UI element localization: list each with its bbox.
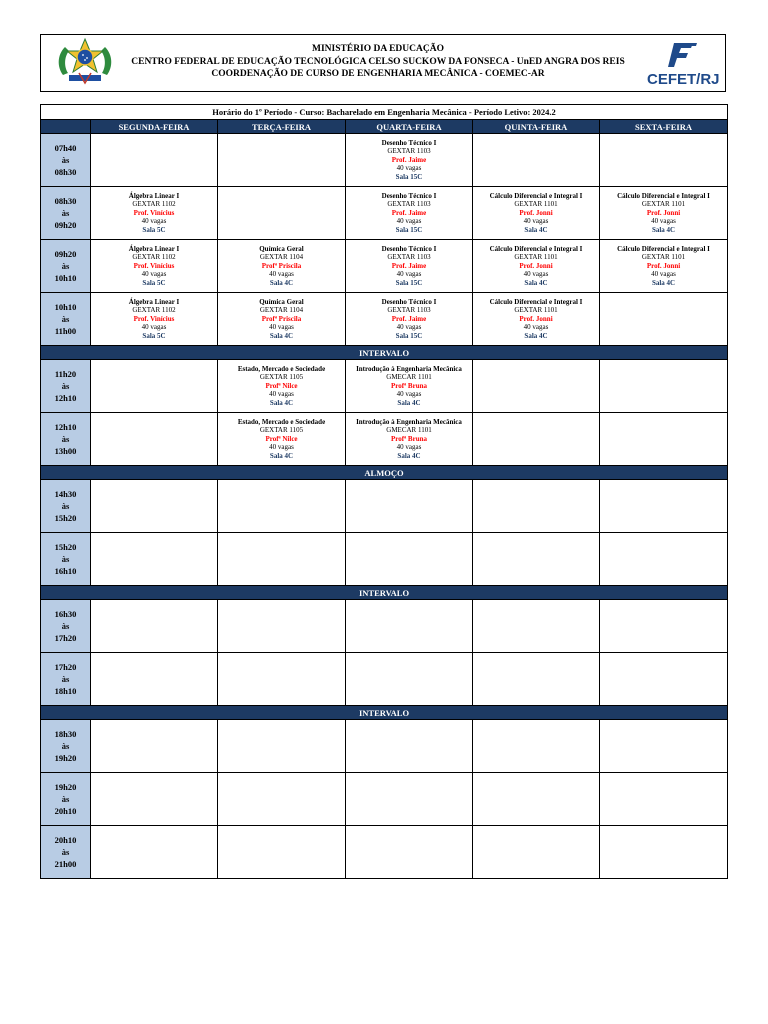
professor-name: Prof. Jonni <box>519 314 553 323</box>
time-text: às <box>61 794 70 804</box>
time-cell <box>41 413 91 466</box>
room-label: Sala 4C <box>651 225 676 234</box>
room-label: Sala 5C <box>142 278 166 287</box>
empty-cell <box>473 653 600 706</box>
time-text: às <box>61 208 70 218</box>
course-name: Desenho Técnico I <box>381 191 437 200</box>
class-info <box>473 245 599 288</box>
empty-cell <box>600 134 728 187</box>
seats-count: 40 vagas <box>396 217 422 226</box>
seats-count: 40 vagas <box>651 270 676 279</box>
empty-cell <box>218 600 346 653</box>
class-info <box>473 298 599 341</box>
time-text: 14h30 <box>54 489 77 499</box>
time-cell <box>41 773 91 826</box>
time-slot-row <box>41 293 728 346</box>
course-name: Introdução à Engenharia Mecânica <box>356 417 462 426</box>
time-text: 08h30 <box>54 167 77 177</box>
seats-count: 40 vagas <box>523 217 549 226</box>
empty-cell <box>218 480 346 533</box>
empty-cell <box>346 773 473 826</box>
day-header: QUINTA-FEIRA <box>473 120 600 134</box>
course-code: GEXTAR 1101 <box>641 253 686 262</box>
time-slot-row <box>41 773 728 826</box>
course-code: GEXTAR 1103 <box>387 306 431 315</box>
professor-name: Profª Nilce <box>265 434 298 443</box>
course-name: Química Geral <box>259 297 304 306</box>
room-label: Sala 5C <box>142 225 166 234</box>
seats-count: 40 vagas <box>269 270 294 279</box>
class-cell <box>218 240 346 293</box>
time-text: 11h00 <box>54 326 77 336</box>
schedule-table <box>40 104 728 879</box>
seats-count: 40 vagas <box>141 323 167 332</box>
document-header <box>40 34 726 92</box>
class-info <box>218 418 345 461</box>
empty-cell <box>473 773 600 826</box>
class-cell <box>346 134 473 187</box>
break-label: ALMOÇO <box>41 466 728 480</box>
break-row <box>41 466 728 480</box>
course-code: GEXTAR 1101 <box>514 200 558 209</box>
room-label: Sala 4C <box>524 331 548 340</box>
class-info <box>600 192 727 235</box>
professor-name: Profª Priscila <box>261 314 302 323</box>
course-code: GEXTAR 1103 <box>387 253 431 262</box>
room-label: Sala 4C <box>269 278 294 287</box>
time-text: 08h30 <box>54 196 77 206</box>
course-code: GEXTAR 1105 <box>259 373 304 382</box>
seats-count: 40 vagas <box>396 270 422 279</box>
empty-cell <box>473 720 600 773</box>
course-name: Química Geral <box>259 244 304 253</box>
class-info <box>346 192 472 235</box>
day-header: TERÇA-FEIRA <box>218 120 346 134</box>
class-cell <box>346 240 473 293</box>
empty-cell <box>346 653 473 706</box>
time-slot-row <box>41 826 728 879</box>
course-code: GEXTAR 1101 <box>514 306 558 315</box>
class-cell <box>473 293 600 346</box>
course-code: GEXTAR 1101 <box>641 200 686 209</box>
time-text: às <box>61 847 70 857</box>
time-text: 09h20 <box>54 220 77 230</box>
time-text: 15h20 <box>54 542 77 552</box>
empty-cell <box>600 826 728 879</box>
course-name: Álgebra Linear I <box>128 244 180 253</box>
professor-name: Prof. Vinícius <box>133 208 175 217</box>
time-text: 18h10 <box>54 686 77 696</box>
time-text: 09h20 <box>54 249 77 259</box>
seats-count: 40 vagas <box>396 443 422 452</box>
empty-cell <box>346 720 473 773</box>
empty-cell <box>473 600 600 653</box>
seats-count: 40 vagas <box>269 323 294 332</box>
time-text: às <box>61 381 70 391</box>
time-text: 18h30 <box>54 729 77 739</box>
cefet-logo-text: CEFET/RJ <box>647 71 720 88</box>
empty-cell <box>600 413 728 466</box>
class-cell <box>346 187 473 240</box>
coordination-name: COORDENAÇÃO DE CURSO DE ENGENHARIA MECÂNICA - COEMEC-AR <box>211 69 545 79</box>
empty-cell <box>600 533 728 586</box>
professor-name: Prof. Vinícius <box>133 314 175 323</box>
class-cell <box>473 187 600 240</box>
professor-name: Profª Bruna <box>391 381 427 390</box>
empty-cell <box>218 773 346 826</box>
room-label: Sala 15C <box>395 278 423 287</box>
professor-name: Prof. Jaime <box>391 314 427 323</box>
break-row <box>41 586 728 600</box>
course-code: GEXTAR 1102 <box>132 306 176 315</box>
time-text: às <box>61 314 70 324</box>
cefet-logo <box>647 39 719 89</box>
room-label: Sala 4C <box>269 451 294 460</box>
empty-cell <box>91 480 218 533</box>
time-text: 19h20 <box>54 782 77 792</box>
class-info <box>346 245 472 288</box>
empty-cell <box>473 826 600 879</box>
time-text: 11h20 <box>54 369 77 379</box>
time-text: às <box>61 554 70 564</box>
course-name: Estado, Mercado e Sociedade <box>237 364 326 373</box>
class-info <box>91 192 217 235</box>
break-label: INTERVALO <box>41 586 728 600</box>
class-info <box>346 365 472 408</box>
empty-cell <box>91 653 218 706</box>
seats-count: 40 vagas <box>396 390 422 399</box>
brazil-coat-of-arms-icon <box>55 37 115 89</box>
empty-cell <box>346 826 473 879</box>
empty-cell <box>600 480 728 533</box>
room-label: Sala 4C <box>269 398 294 407</box>
empty-cell <box>91 600 218 653</box>
time-slot-row <box>41 480 728 533</box>
seats-count: 40 vagas <box>141 270 167 279</box>
day-header: QUARTA-FEIRA <box>346 120 473 134</box>
time-text: 21h00 <box>54 859 77 869</box>
course-name: Cálculo Diferencial e Integral I <box>489 244 583 253</box>
course-code: GEXTAR 1101 <box>514 253 558 262</box>
course-name: Álgebra Linear I <box>128 297 180 306</box>
course-name: Álgebra Linear I <box>128 191 180 200</box>
class-info <box>91 245 217 288</box>
class-info <box>346 298 472 341</box>
room-label: Sala 15C <box>395 172 423 181</box>
time-text: 17h20 <box>54 633 77 643</box>
seats-count: 40 vagas <box>269 443 294 452</box>
time-text: às <box>61 434 70 444</box>
seats-count: 40 vagas <box>523 270 549 279</box>
break-row <box>41 706 728 720</box>
empty-cell <box>218 720 346 773</box>
professor-name: Prof. Vinícius <box>133 261 175 270</box>
class-cell <box>600 240 728 293</box>
class-info <box>218 298 345 341</box>
class-info <box>473 192 599 235</box>
time-text: 20h10 <box>54 806 77 816</box>
seats-count: 40 vagas <box>523 323 549 332</box>
time-text: às <box>61 741 70 751</box>
institution-name: CENTRO FEDERAL DE EDUCAÇÃO TECNOLÓGICA CELSO SUCKOW DA FONSECA - UnED ANGRA DOS REIS <box>131 56 625 67</box>
course-name: Cálculo Diferencial e Integral I <box>489 297 583 306</box>
room-label: Sala 4C <box>397 398 421 407</box>
empty-cell <box>600 600 728 653</box>
professor-name: Profª Bruna <box>391 434 427 443</box>
empty-cell <box>91 773 218 826</box>
empty-cell <box>218 653 346 706</box>
empty-cell <box>473 413 600 466</box>
course-code: GEXTAR 1103 <box>387 147 431 156</box>
seats-count: 40 vagas <box>141 217 167 226</box>
room-label: Sala 4C <box>397 451 421 460</box>
time-slot-row <box>41 134 728 187</box>
time-slot-row <box>41 600 728 653</box>
course-code: GEXTAR 1104 <box>259 306 304 315</box>
class-info <box>346 418 472 461</box>
empty-cell <box>91 413 218 466</box>
course-code: GEXTAR 1102 <box>132 200 176 209</box>
room-label: Sala 4C <box>269 331 294 340</box>
room-label: Sala 15C <box>395 331 423 340</box>
time-text: 15h20 <box>54 513 77 523</box>
time-text: às <box>61 261 70 271</box>
class-cell <box>346 293 473 346</box>
course-name: Desenho Técnico I <box>381 297 437 306</box>
time-text: 12h10 <box>54 393 77 403</box>
course-name: Cálculo Diferencial e Integral I <box>489 191 583 200</box>
time-text: 10h10 <box>54 273 77 283</box>
time-cell <box>41 480 91 533</box>
room-label: Sala 15C <box>395 225 423 234</box>
course-name: Cálculo Diferencial e Integral I <box>617 244 710 253</box>
class-info <box>91 298 217 341</box>
time-slot-row <box>41 360 728 413</box>
empty-cell <box>346 600 473 653</box>
time-text: 16h10 <box>54 566 77 576</box>
course-code: GEXTAR 1102 <box>132 253 176 262</box>
time-text: 12h10 <box>54 422 77 432</box>
empty-cell <box>91 533 218 586</box>
class-cell <box>600 187 728 240</box>
class-cell <box>91 240 218 293</box>
time-text: às <box>61 621 70 631</box>
room-label: Sala 4C <box>524 225 548 234</box>
break-row <box>41 346 728 360</box>
empty-cell <box>91 134 218 187</box>
ministry-title: MINISTÉRIO DA EDUCAÇÃO <box>312 44 444 54</box>
empty-cell <box>473 480 600 533</box>
room-label: Sala 4C <box>651 278 676 287</box>
empty-cell <box>600 720 728 773</box>
cefet-logo-icon <box>647 39 719 71</box>
schedule-title: Horário do 1º Período - Curso: Bacharelado em Engenharia Mecânica - Período Letivo: 2024.2 <box>41 105 728 120</box>
empty-cell <box>600 653 728 706</box>
class-info <box>600 245 727 288</box>
empty-cell <box>218 187 346 240</box>
seats-count: 40 vagas <box>396 164 422 173</box>
time-text: 17h20 <box>54 662 77 672</box>
empty-cell <box>91 720 218 773</box>
empty-cell <box>473 134 600 187</box>
seats-count: 40 vagas <box>269 390 294 399</box>
professor-name: Profª Nilce <box>265 381 298 390</box>
professor-name: Prof. Jonni <box>519 208 553 217</box>
break-label: INTERVALO <box>41 346 728 360</box>
class-cell <box>91 187 218 240</box>
time-slot-row <box>41 240 728 293</box>
course-name: Estado, Mercado e Sociedade <box>237 417 326 426</box>
empty-cell <box>473 360 600 413</box>
empty-cell <box>473 533 600 586</box>
empty-cell <box>218 533 346 586</box>
time-cell <box>41 240 91 293</box>
time-cell <box>41 600 91 653</box>
time-cell <box>41 720 91 773</box>
time-text: 13h00 <box>54 446 77 456</box>
course-code: GEXTAR 1103 <box>387 200 431 209</box>
time-cell <box>41 360 91 413</box>
professor-name: Prof. Jaime <box>391 155 427 164</box>
class-cell <box>218 360 346 413</box>
professor-name: Profª Priscila <box>261 261 302 270</box>
time-slot-row <box>41 413 728 466</box>
course-name: Desenho Técnico I <box>381 138 437 147</box>
professor-name: Prof. Jonni <box>519 261 553 270</box>
time-text: às <box>61 501 70 511</box>
course-code: GMECAR 1101 <box>386 426 432 435</box>
empty-cell <box>600 360 728 413</box>
empty-cell <box>600 773 728 826</box>
empty-cell <box>346 533 473 586</box>
course-name: Cálculo Diferencial e Integral I <box>617 191 710 200</box>
class-cell <box>346 360 473 413</box>
empty-cell <box>218 134 346 187</box>
time-cell <box>41 653 91 706</box>
time-slot-row <box>41 720 728 773</box>
professor-name: Prof. Jaime <box>391 208 427 217</box>
course-name: Introdução à Engenharia Mecânica <box>356 364 462 373</box>
time-cell <box>41 533 91 586</box>
room-label: Sala 5C <box>142 331 166 340</box>
time-text: 07h40 <box>54 143 77 153</box>
class-cell <box>346 413 473 466</box>
time-cell <box>41 187 91 240</box>
professor-name: Prof. Jonni <box>646 261 681 270</box>
seats-count: 40 vagas <box>396 323 422 332</box>
time-text: às <box>61 674 70 684</box>
class-cell <box>218 293 346 346</box>
time-cell <box>41 134 91 187</box>
time-slot-row <box>41 187 728 240</box>
empty-cell <box>91 826 218 879</box>
course-code: GEXTAR 1104 <box>259 253 304 262</box>
empty-cell <box>346 480 473 533</box>
course-name: Desenho Técnico I <box>381 244 437 253</box>
time-text: 10h10 <box>54 302 77 312</box>
empty-cell <box>91 360 218 413</box>
day-header: SEGUNDA-FEIRA <box>91 120 218 134</box>
class-cell <box>218 413 346 466</box>
time-slot-row <box>41 653 728 706</box>
day-header: SEXTA-FEIRA <box>600 120 728 134</box>
time-cell <box>41 293 91 346</box>
time-text: 16h30 <box>54 609 77 619</box>
class-cell <box>91 293 218 346</box>
time-text: às <box>61 155 70 165</box>
break-label: INTERVALO <box>41 706 728 720</box>
corner-cell <box>41 120 91 134</box>
empty-cell <box>218 826 346 879</box>
time-text: 20h10 <box>54 835 77 845</box>
course-code: GEXTAR 1105 <box>259 426 304 435</box>
time-text: 19h20 <box>54 753 77 763</box>
empty-cell <box>600 293 728 346</box>
room-label: Sala 4C <box>524 278 548 287</box>
course-code: GMECAR 1101 <box>386 373 432 382</box>
seats-count: 40 vagas <box>651 217 676 226</box>
time-slot-row <box>41 533 728 586</box>
class-info <box>218 365 345 408</box>
class-info <box>346 139 472 182</box>
class-cell <box>473 240 600 293</box>
professor-name: Prof. Jaime <box>391 261 427 270</box>
professor-name: Prof. Jonni <box>646 208 681 217</box>
time-cell <box>41 826 91 879</box>
class-info <box>218 245 345 288</box>
